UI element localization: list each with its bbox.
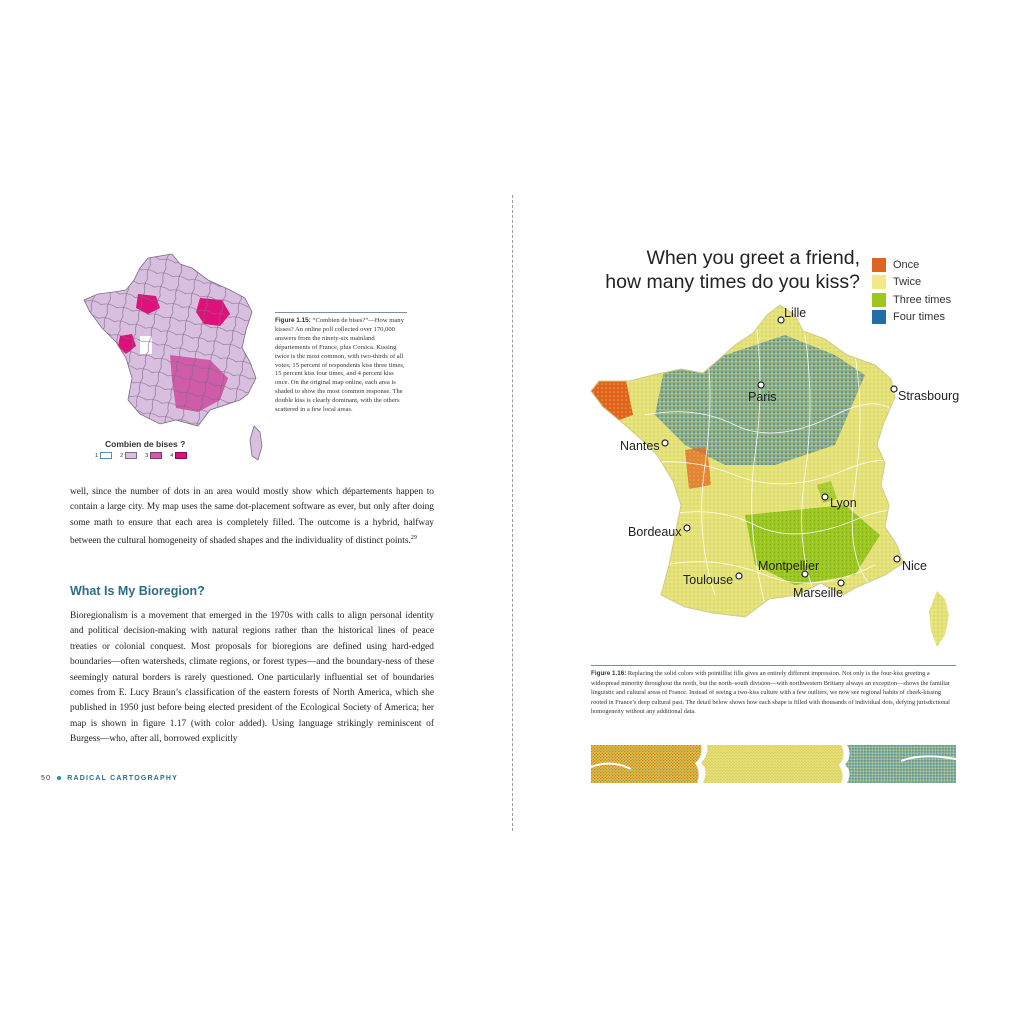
svg-text:Strasbourg: Strasbourg bbox=[898, 389, 960, 403]
page-number: 50 bbox=[41, 775, 52, 782]
legend-title: Combien de bises ? bbox=[105, 439, 186, 449]
france-poll-map bbox=[80, 250, 270, 462]
legend-row-twice: Twice bbox=[872, 274, 951, 292]
footnote-marker[interactable]: 29 bbox=[410, 535, 417, 542]
figure-1-16-caption: Figure 1.16: Replacing the solid colors with pointillist fills gives an entirely different impression. Not only is the four-kiss greeting a widespread minority throughout the north, but the north–south division—with northwestern Brittany always an exception—shows the familiar linguistic and cultural areas of France. Instead of seeing a two-kiss culture with a few outliers, we now see regional habits of cheek-kissing rooted in France’s deep cultural past. The detail below shows how each shape is filled with thousands of individual dots, defying jurisdictional homogeneity without any additional data. bbox=[591, 665, 956, 717]
svg-text:Toulouse: Toulouse bbox=[683, 573, 734, 587]
figure-1-15-caption: Figure 1.15: “Combien de bises?”—How many kisses? An online poll collected over 170,000 answers from the ninety-six mainland départements of France, plus Corsica. Kissing twice is the most common, with two-thirds of all votes; 15 percent of respondents kiss three times, 15 percent kiss four times, and 4 percent kiss once. On the original map online, each area is shaded to show the most common response. The double kiss is clearly dominant, with the others scattered in a few local areas. bbox=[275, 312, 407, 415]
page-folio bbox=[41, 775, 178, 782]
france-pointillist-map bbox=[585, 295, 985, 655]
dot-detail-strip bbox=[591, 745, 956, 783]
body-paragraph-intro: well, since the number of dots in an area would mostly show which départements happen to contain a large city. My map uses the same dot-placement software as ever, but only after doing some math to ensure that each area is completely filled. The outcome is a hybrid, halfway between the cultural homogeneity of shaded shapes and the individuality of distinct points.$^{29}$ bbox=[70, 487, 434, 547]
running-head: RADICAL CARTOGRAPHY bbox=[67, 775, 179, 782]
folio-dot-icon bbox=[57, 776, 61, 780]
svg-text:Lille: Lille bbox=[784, 306, 807, 320]
city-strasbourg bbox=[891, 386, 959, 403]
legend-item-2: 2 bbox=[120, 452, 137, 459]
svg-text:Nantes: Nantes bbox=[620, 439, 660, 453]
legend-row-once: Once bbox=[872, 256, 951, 274]
legend-swatch-once bbox=[872, 258, 886, 272]
legend-item-1: 1 bbox=[95, 452, 112, 459]
legend-item-4: 4 bbox=[170, 452, 187, 459]
figure-1-15-legend bbox=[95, 439, 215, 461]
map-title: When you greet a friend, how many times do you kiss? bbox=[605, 247, 860, 293]
svg-text:Marseille: Marseille bbox=[793, 586, 844, 600]
legend-swatch-twice bbox=[872, 275, 886, 289]
svg-text:Lyon: Lyon bbox=[830, 496, 857, 510]
section-heading: What Is My Bioregion? bbox=[70, 584, 205, 598]
legend-row-three: Three times bbox=[872, 291, 951, 309]
book-spine-divider bbox=[512, 195, 513, 831]
legend-item-3: 3 bbox=[145, 452, 162, 459]
city-bordeaux bbox=[628, 525, 690, 539]
svg-text:Nice: Nice bbox=[902, 559, 928, 573]
svg-text:Paris: Paris bbox=[748, 390, 777, 404]
legend-row-four: Four times bbox=[872, 309, 951, 327]
svg-text:Montpellier: Montpellier bbox=[758, 559, 820, 573]
svg-text:Bordeaux: Bordeaux bbox=[628, 525, 682, 539]
body-paragraph-bioregion: Bioregionalism is a movement that emerged in the 1970s with calls to align personal identity and political decision-making with natural regions rather than the historical lines of peace treaties or colonial conquest. Most proposals for bioregions are defined using hard-edged boundaries—often watersheds, climate regions, or forest types—and the boundary-ness of these seemingly natural borders is rarely questioned. One particularly influential set of boundaries comes from E. Lucy Braun’s classification of the eastern forests of North America, which she published in 1950 just before being elected president of the Ecological Society of America; her map is shown in figure 1.17 (with color added). Using language strikingly reminiscent of Burgess—who, after all, borrowed explicitly bbox=[70, 611, 434, 745]
